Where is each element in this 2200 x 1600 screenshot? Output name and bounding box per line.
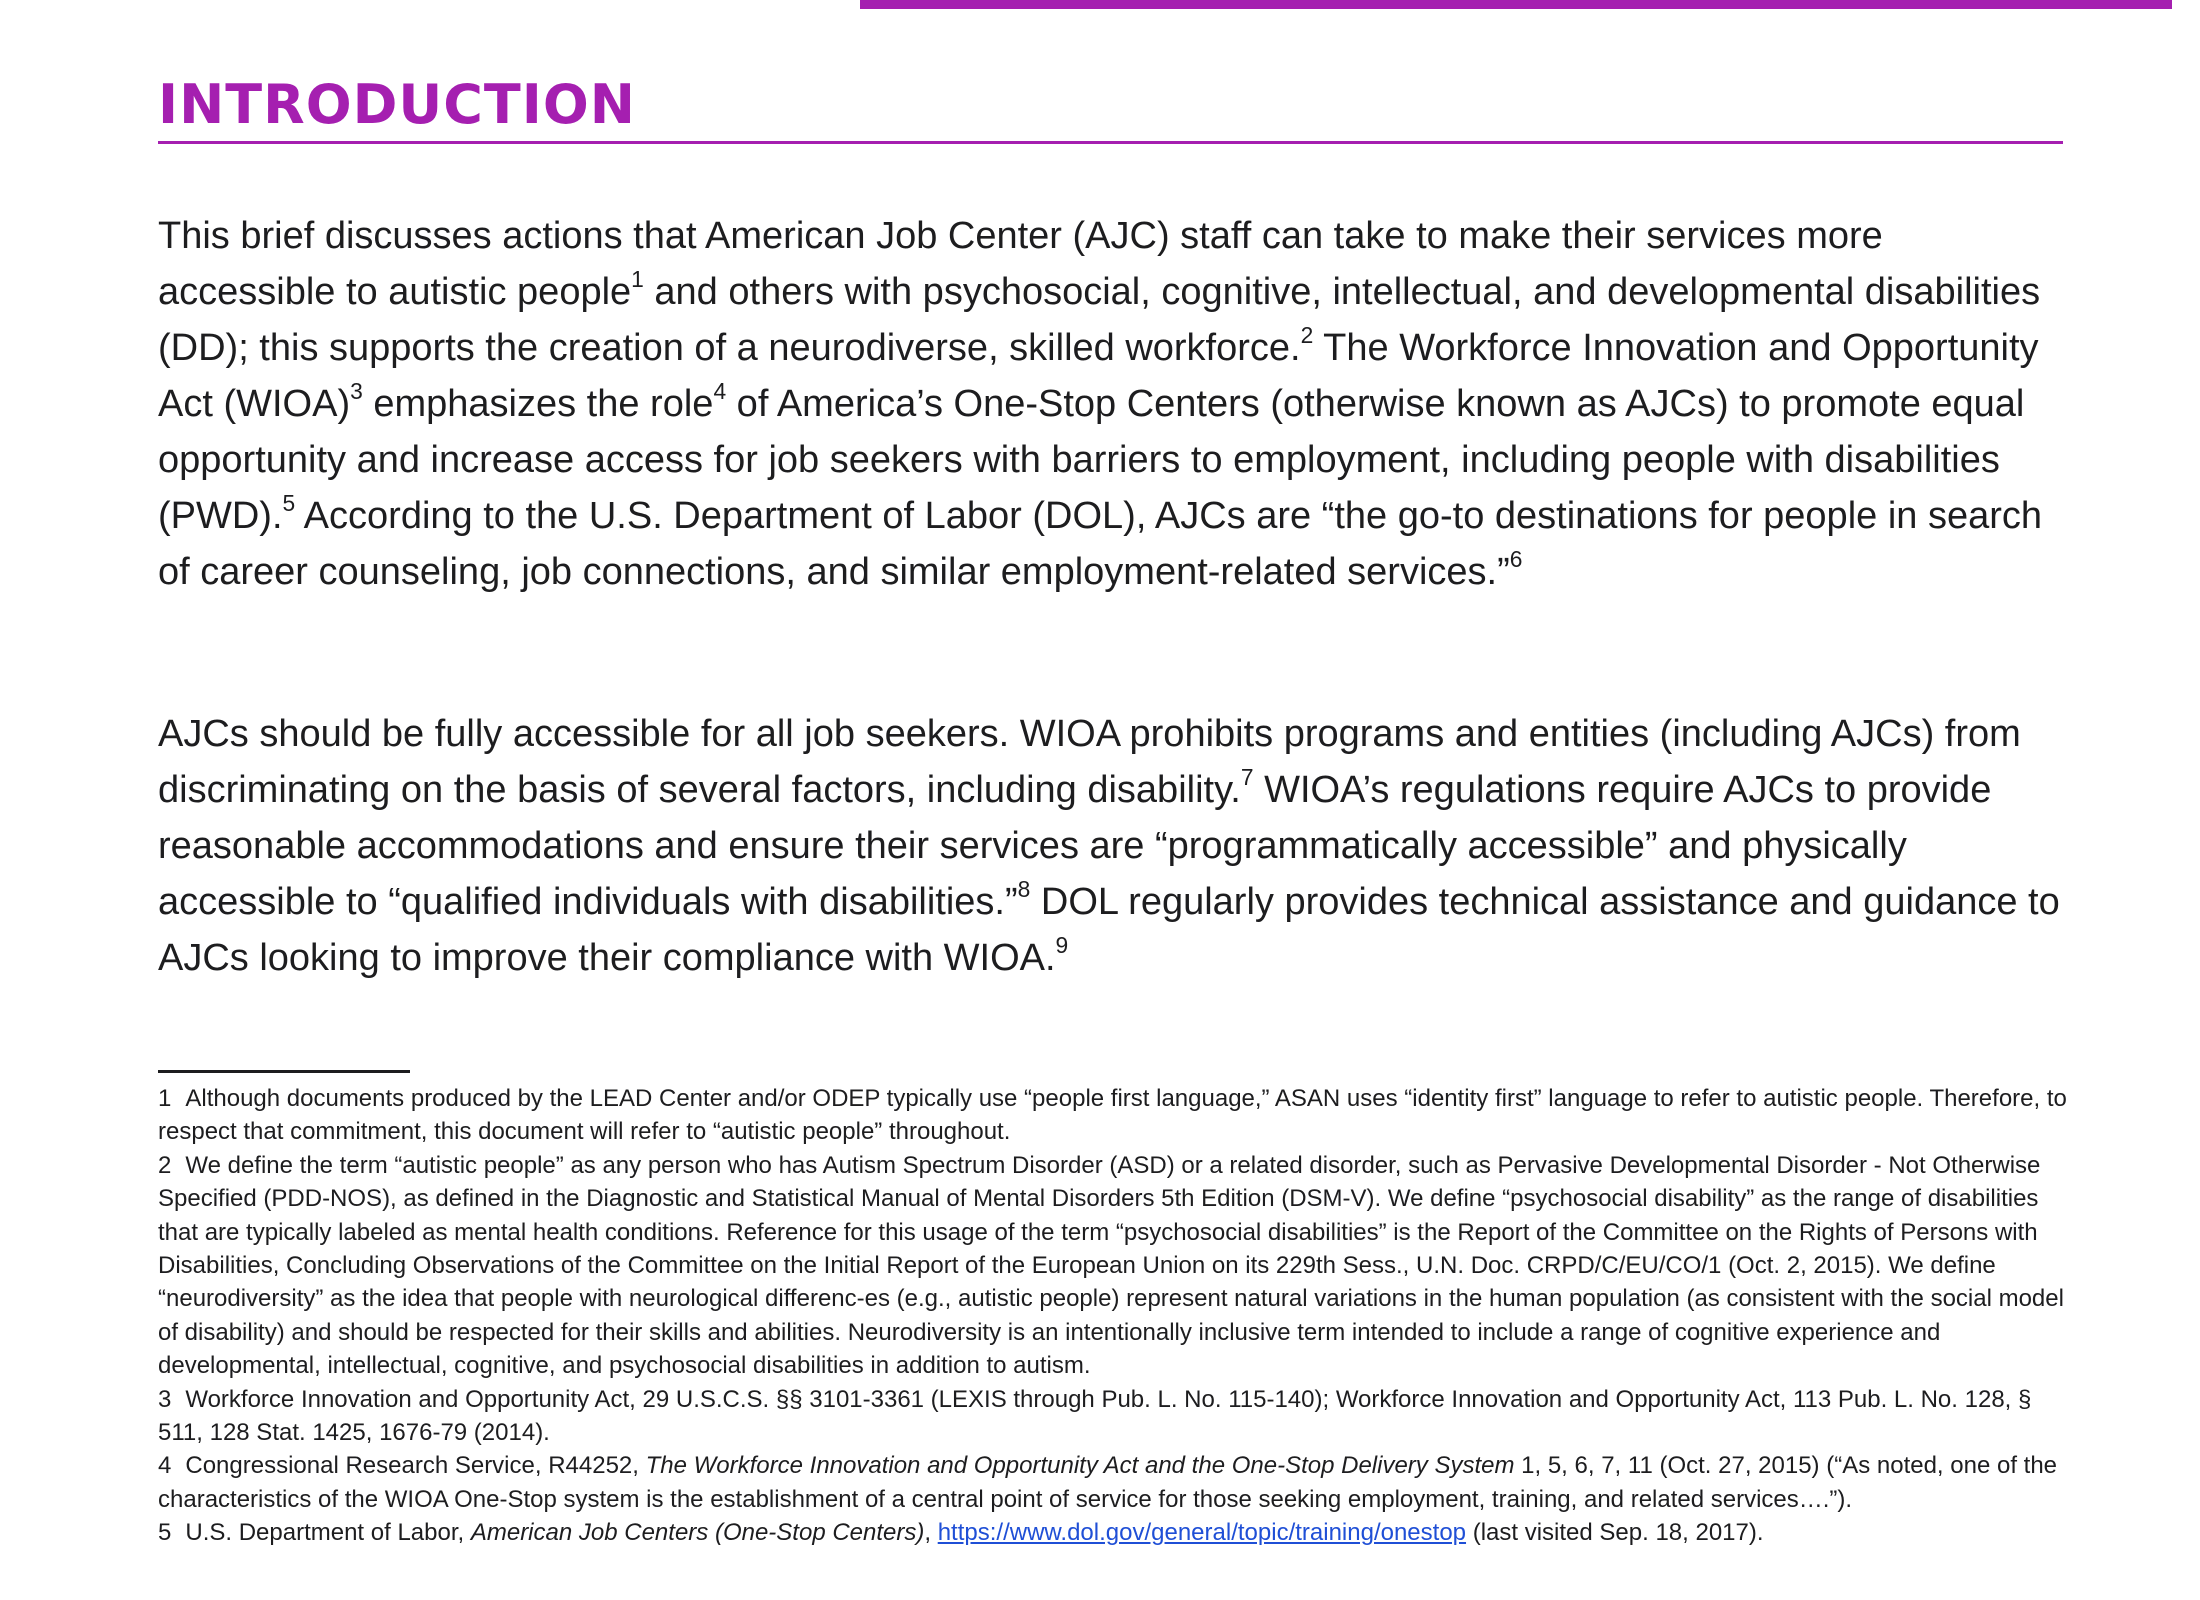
footnote-5	[158, 1516, 2068, 1549]
footnote-number: 2	[158, 1151, 172, 1179]
footnote-ref-9[interactable]: 9	[1055, 931, 1069, 958]
footnote-ref-5[interactable]: 5	[282, 489, 296, 516]
footnote-ref-2[interactable]: 2	[1300, 321, 1314, 348]
footnote-text-pre: U.S. Department of Labor,	[185, 1519, 471, 1547]
footnote-4	[158, 1449, 2068, 1516]
footnote-number: 3	[158, 1385, 172, 1413]
footnote-number: 4	[158, 1452, 172, 1480]
footnote-1	[158, 1082, 2068, 1149]
footnote-text: Although documents produced by the LEAD Center and/or ODEP typically use “people first language,” ASAN uses “identity first” language to refer to autistic people. Therefore, to respect that commitment, this document will refer to “autistic people” throughout.	[158, 1085, 2067, 1146]
footnote-separator	[158, 1070, 410, 1073]
footnote-ref-7[interactable]: 7	[1240, 763, 1254, 790]
p2-text-2: WIOA’s regulations require AJCs to provide reasonable accommodations and ensure their services are “programmatically accessible” and physically accessible to “qualified individuals with disabilities.”	[158, 769, 1992, 923]
top-accent-bar	[860, 0, 2172, 9]
p1-text-6: According to the U.S. Department of Labor (DOL), AJCs are “the go-to destinations for people in search of career counseling, job connections, and similar employment-related services.”	[158, 495, 2043, 593]
p2-text-3: DOL regularly provides technical assistance and guidance to AJCs looking to improve their compliance with WIOA.	[158, 881, 2060, 979]
footnote-ref-4[interactable]: 4	[713, 377, 727, 404]
heading-underline	[158, 141, 2063, 144]
footnote-ref-3[interactable]: 3	[350, 377, 363, 404]
footnote-3	[158, 1383, 2068, 1450]
footnote-2	[158, 1149, 2068, 1383]
footnote-ref-1[interactable]: 1	[631, 265, 644, 292]
footnote-text: We define the term “autistic people” as any person who has Autism Spectrum Disorder (ASD) or a related disorder, such as Pervasive Developmental Disorder - Not Otherwise Specified (PDD-NOS), as defined in the Diagnostic and Statistical Manual of Mental Disorders 5th Edition (DSM-V). We define “psychosocial disability” as the range of disabilities that are typically labeled as mental health conditions. Reference for this usage of the term “psychosocial disabilities” is the Report of the Committee on the Rights of Persons with Disabilities, Concluding Observations of the Committee on the Initial Report of the European Union on its 229th Sess., U.N. Doc. CRPD/C/EU/CO/1 (Oct. 2, 2015). We define “neurodiversity” as the idea that people with neurological differenc-es (e.g., autistic people) represent natural variations in the human population (as consistent with the social model of disability) and should be respected for their skills and abilities. Neurodiversity is an intentionally inclusive term intended to include a range of cognitive experience and developmental, intellectual, cognitive, and psychosocial disabilities in addition to autism.	[158, 1151, 2064, 1380]
footnote-text-post: 1, 5, 6, 7, 11 (Oct. 27, 2015) (“As noted, one of the characteristics of the WIOA One-Stop system is the establishment of a central point of service for those seeking employment, training, and related services….”).	[158, 1452, 2058, 1513]
footnote-text-mid: ,	[924, 1519, 938, 1547]
intro-paragraph-1	[158, 208, 2063, 600]
footnote-text: Workforce Innovation and Opportunity Act, 29 U.S.C.S. §§ 3101-3361 (LEXIS through Pub. L. No. 115-140); Workforce Innovation and Opportunity Act, 113 Pub. L. No. 128, § 511, 128 Stat. 1425, 1676-79 (2014).	[158, 1385, 2032, 1447]
p1-text-2: and others with psychosocial, cognitive, intellectual, and developmental disabilities (DD); this supports the creation of a neurodiverse, skilled workforce.	[158, 271, 2041, 369]
footnote-number: 1	[158, 1085, 172, 1112]
footnote-cited-title: The Workforce Innovation and Opportunity Act and the One-Stop Delivery System	[645, 1452, 1515, 1480]
section-heading: INTRODUCTION	[158, 73, 636, 136]
footnote-link[interactable]: https://www.dol.gov/general/topic/training/onestop	[937, 1519, 1467, 1547]
footnote-text-post: (last visited Sep. 18, 2017).	[1466, 1519, 1764, 1547]
footnotes-section	[158, 1082, 2068, 1550]
p2-text-1: AJCs should be fully accessible for all job seekers. WIOA prohibits programs and entities (including AJCs) from discriminating on the basis of several factors, including disability.	[158, 713, 2021, 811]
intro-paragraph-2	[158, 706, 2063, 986]
footnote-text-pre: Congressional Research Service, R44252,	[185, 1452, 646, 1480]
p1-text-3: The Workforce Innovation and Opportunity Act (WIOA)	[158, 327, 2039, 425]
footnote-cited-title: American Job Centers (One-Stop Centers)	[470, 1519, 925, 1547]
footnote-number: 5	[158, 1519, 172, 1547]
p1-text-5: of America’s One-Stop Centers (otherwise known as AJCs) to promote equal opportunity and increase access for job seekers with barriers to employment, including people with disabilities (PWD).	[158, 383, 2025, 537]
footnote-ref-8[interactable]: 8	[1017, 875, 1031, 902]
p1-text-4: emphasizes the role	[362, 383, 714, 425]
footnote-ref-6[interactable]: 6	[1509, 545, 1523, 572]
p1-text-1: This brief discusses actions that American Job Center (AJC) staff can take to make their services more accessible to autistic people	[158, 215, 1883, 313]
